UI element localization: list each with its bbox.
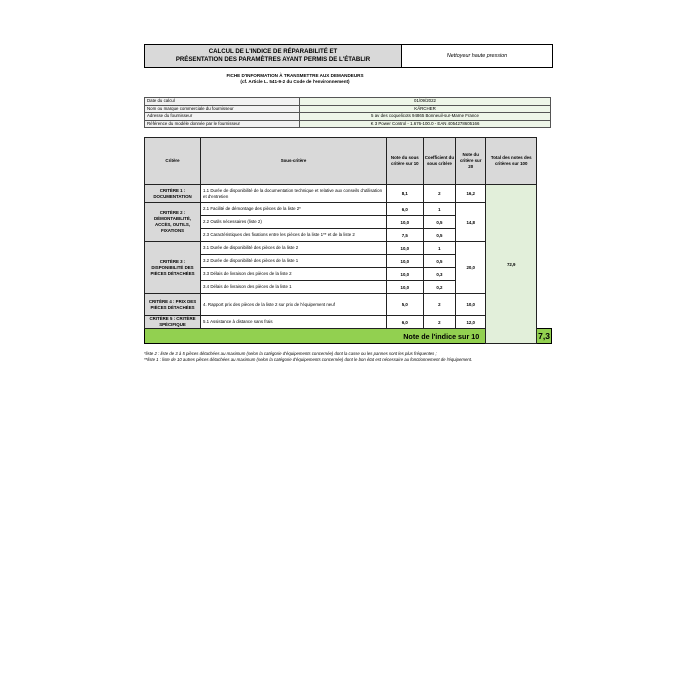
criterion-3-note: 20,0 <box>456 242 486 294</box>
col-header-note-critere: Note du critère sur 20 <box>456 138 486 185</box>
info-label: Nom ou marque commerciale du fournisseur <box>145 105 300 113</box>
table-row <box>145 185 552 203</box>
criterion-4-name: CRITÈRE 4 : PRIX DES PIÈCES DÉTACHÉES <box>145 294 201 316</box>
col-header-total: Total des notes des critères sur 100 <box>486 138 537 185</box>
supplier-info-table <box>144 97 551 128</box>
info-value: KÄRCHER <box>300 105 551 113</box>
total-score: 72,9 <box>486 185 537 344</box>
subcriterion-coef: 0,2 <box>423 281 456 294</box>
footnotes <box>144 351 556 364</box>
subheading-line-2: (cf. Article L. 541-9-2 du Code de l'environnement) <box>240 79 350 84</box>
criterion-5-note: 12,0 <box>456 316 486 329</box>
info-label: Date du calcul <box>145 98 300 106</box>
subcriterion-note: 10,0 <box>387 242 424 255</box>
subcriterion-note: 8,1 <box>387 185 424 203</box>
subcriterion-label: 2.1 Facilité de démontage des pièces de la liste 2* <box>201 203 387 216</box>
info-label: Adresse du fournisseur <box>145 113 300 121</box>
subcriterion-label: 3.4 Délais de livraison des pièces de la liste 1 <box>201 281 387 294</box>
subcriterion-note: 6,0 <box>387 203 424 216</box>
subcriterion-note: 10,0 <box>387 281 424 294</box>
subcriterion-note: 7,5 <box>387 229 424 242</box>
subcriterion-label: 5.1 Assistance à distance sans frais <box>201 316 387 329</box>
subheading-line-1: FICHE D'INFORMATION À TRANSMETTRE AUX DEMANDEURS <box>226 73 364 78</box>
subcriterion-label: 3.1 Durée de disponibilité des pièces de la liste 2 <box>201 242 387 255</box>
table-header-row <box>145 138 552 185</box>
subcriterion-coef: 1 <box>423 203 456 216</box>
info-label: Référence du modèle donnée par le fournisseur <box>145 120 300 128</box>
footnote-list-1: **liste 1 : liste de 10 autres pièces détachées au maximum (selon la catégorie d'équipements concernée) dont le bon état est nécessaire au fonctionnement de l'équipement. <box>144 357 473 363</box>
criterion-2-name: CRITÈRE 2 : DÉMONTABILITÉ, ACCÈS, OUTILS, FIXATIONS <box>145 203 201 242</box>
subcriterion-label: 2.2 Outils nécessaires (liste 2) <box>201 216 387 229</box>
info-row <box>145 105 551 113</box>
col-header-coefficient: Coefficient du sous critère <box>423 138 456 185</box>
criterion-4-note: 10,0 <box>456 294 486 316</box>
subcriterion-coef: 2 <box>423 185 456 203</box>
title-line-2: PRÉSENTATION DES PARAMÈTRES AYANT PERMIS DE L'ÉTABLIR <box>175 56 371 63</box>
repairability-table <box>144 137 552 344</box>
info-value: 01/09/2022 <box>300 98 551 106</box>
subcriterion-note: 10,0 <box>387 255 424 268</box>
subcriterion-note: 10,0 <box>387 268 424 281</box>
col-header-sous-critere: Sous-critère <box>201 138 387 185</box>
info-row <box>145 113 551 121</box>
subcriterion-label: 4. Rapport prix des pièces de la liste 2 sur prix de l'équipement neuf <box>201 294 387 316</box>
final-score-label: Note de l'indice sur 10 <box>145 329 486 344</box>
subcriterion-label: 2.3 Caractéristiques des fixations entre les pièces de la liste 1** et de la liste 2 <box>201 229 387 242</box>
product-type: Nettoyeur haute pression <box>446 53 508 59</box>
subcriterion-note: 10,0 <box>387 216 424 229</box>
subcriterion-coef: 0,5 <box>423 255 456 268</box>
subcriterion-label: 3.3 Délais de livraison des pièces de la liste 2 <box>201 268 387 281</box>
document-header <box>144 44 553 68</box>
subcriterion-coef: 0,3 <box>423 268 456 281</box>
info-row <box>145 98 551 106</box>
criterion-3-name: CRITÈRE 3 : DISPONIBILITÉ DES PIÈCES DÉTACHÉES <box>145 242 201 294</box>
subcriterion-coef: 0,5 <box>423 216 456 229</box>
info-row <box>145 120 551 128</box>
col-header-critere: Critère <box>145 138 201 185</box>
criterion-2-note: 14,8 <box>456 203 486 242</box>
criterion-1-note: 16,2 <box>456 185 486 203</box>
subcriterion-coef: 2 <box>423 316 456 329</box>
criterion-5-name: CRITÈRE 5 : CRITÈRE SPÉCIFIQUE <box>145 316 201 329</box>
subheading <box>190 73 400 85</box>
subcriterion-note: 5,0 <box>387 294 424 316</box>
footnote-list-2: *liste 2 : liste de 3 à 5 pièces détachées au maximum (selon la catégorie d'équipements concernée) dont la casse ou les pannes sont les plus fréquentes ; <box>144 351 437 356</box>
title-line-1: CALCUL DE L'INDICE DE RÉPARABILITÉ ET <box>208 48 338 55</box>
subcriterion-label: 3.2 Durée de disponibilité des pièces de la liste 1 <box>201 255 387 268</box>
criterion-1-name: CRITÈRE 1 : DOCUMENTATION <box>145 185 201 203</box>
subcriterion-coef: 0,5 <box>423 229 456 242</box>
subcriterion-coef: 2 <box>423 294 456 316</box>
document-title <box>145 45 402 67</box>
final-score-value: 7,3 <box>537 329 552 344</box>
info-value: K 3 Power Control - 1.676-100.0 - EAN 4054278605166 <box>300 120 551 128</box>
subcriterion-coef: 1 <box>423 242 456 255</box>
subcriterion-label: 1.1 Durée de disponibilité de la documentation technique et relative aux conseils d'utilisation et d'entretien <box>201 185 387 203</box>
subcriterion-note: 6,0 <box>387 316 424 329</box>
info-value: 5 av des coquelicots 94865 Bonneuil-sur-Marne France <box>300 113 551 121</box>
col-header-note-sous: Note du sous critère sur 10 <box>387 138 424 185</box>
